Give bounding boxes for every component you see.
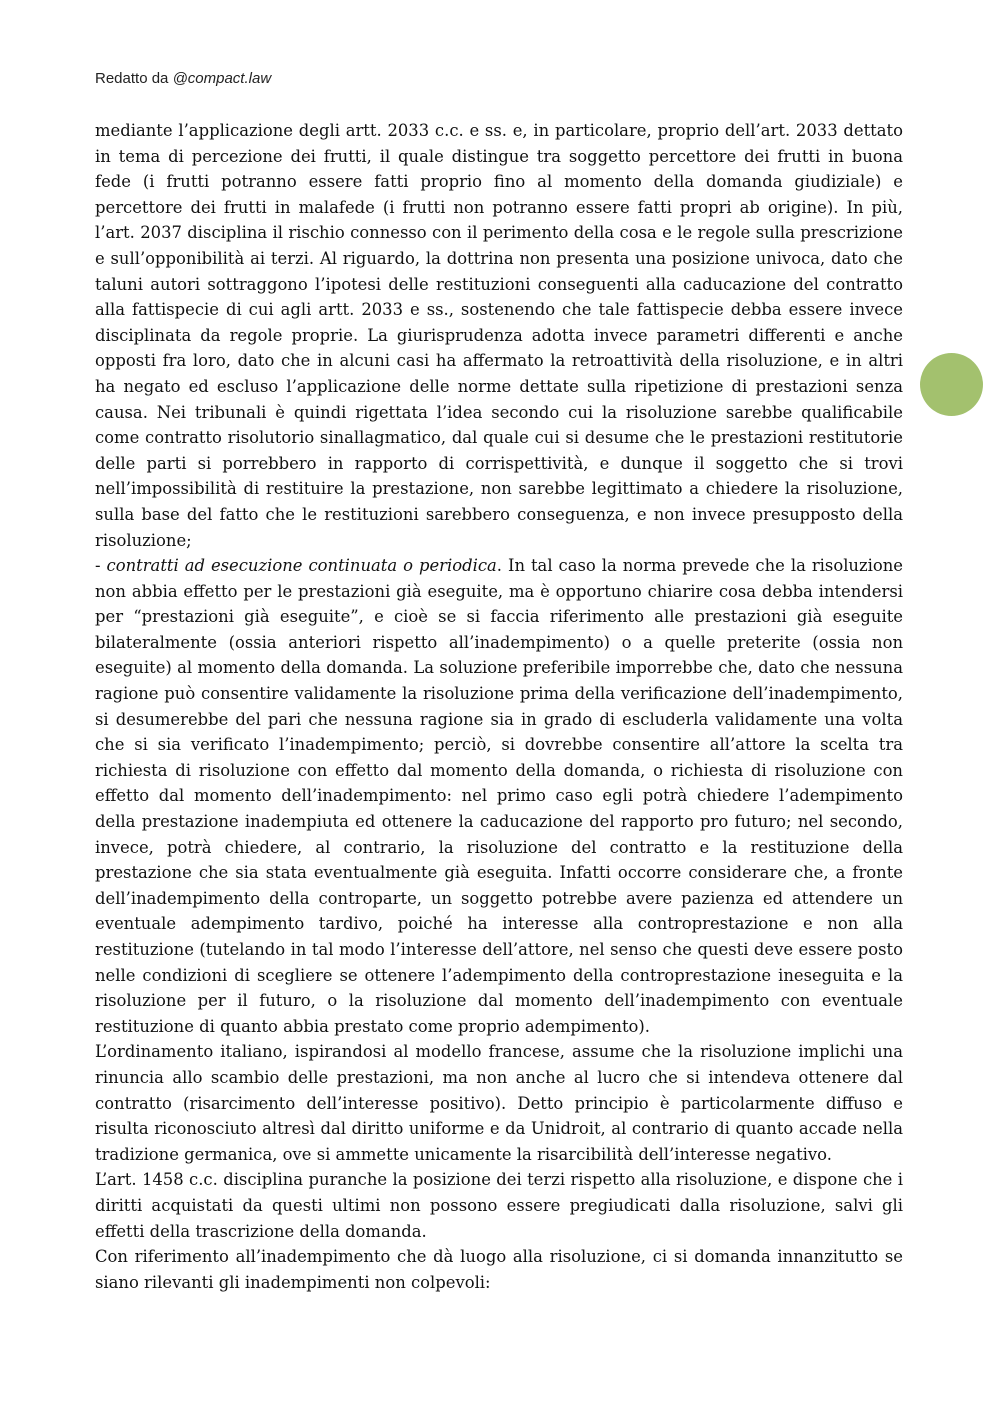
body-text	[95, 118, 903, 1295]
header-prefix: Redatto da	[95, 70, 173, 87]
paragraph-ordinamento: L’ordinamento italiano, ispirandosi al modello francese, assume che la risoluzione implichi una rinuncia allo scambio delle prestazioni, ma non anche al lucro che si intendeva ottenere dal contratto (risarcimento dell’interesse positivo). Detto principio è particolarmente diffuso e risulta riconosciuto altresì dal diritto uniforme e da Unidroit, al contrario di quanto accade nella tradizione germanica, ove si ammette unicamente la risarcibilità dell’interesse negativo.	[95, 1042, 903, 1164]
paragraph-contratti-periodici	[95, 553, 903, 1039]
paragraph-contratti-text: . In tal caso la norma prevede che la risoluzione non abbia effetto per le prestazioni già eseguite, ma è opportuno chiarire cosa debba intendersi per “prestazioni già eseguite”, e cioè se si faccia riferimento alle prestazioni già eseguite bilateralmente (ossia anteriori rispetto all’inadempimento) o a quelle preterite (ossia non eseguite) al momento della domanda. La soluzione preferibile imporrebbe che, dato che nessuna ragione può consentire validamente la risoluzione prima della verificazione dell’inadempimento, si desumerebbe del pari che nessuna ragione sia in grado di escluderla validamente una volta che si sia verificato l’inadempimento; perciò, si dovrebbe consentire all’attore la scelta tra richiesta di risoluzione con effetto dal momento della domanda, o richiesta di risoluzione con effetto dal momento dell’inadempimento: nel primo caso egli potrà chiedere l’adempimento della prestazione inadempiuta ed ottenere la caducazione del rapporto pro futuro; nel secondo, invece, potrà chiedere, al contrario, la risoluzione del contratto e la restituzione della prestazione che sia stata eventualmente già eseguita. Infatti occorre considerare che, a fronte dell’inadempimento della controparte, un soggetto potrebbe avere pazienza ed attendere un eventuale adempimento tardivo, poiché ha interesse alla controprestazione e non alla restituzione (tutelando in tal modo l’interesse dell’attore, nel senso che questi deve essere posto nelle condizioni di scegliere se ottenere l’adempimento della controprestazione ineseguita e la risoluzione per il futuro, o la risoluzione dal momento dell’inadempimento con eventuale restituzione di quanto abbia prestato come proprio adempimento).	[95, 556, 903, 1036]
green-circle-marker	[920, 353, 983, 416]
paragraph-restituzioni: mediante l’applicazione degli artt. 2033 c.c. e ss. e, in particolare, proprio dell’art. 2033 dettato in tema di percezione dei frutti, il quale distingue tra soggetto percettore dei frutti in buona fede (i frutti potranno essere fatti proprio fino al momento della domanda giudiziale) e percettore dei frutti in malafede (i frutti non potranno essere fatti propri ab origine). In più, l’art. 2037 disciplina il rischio connesso con il perimento della cosa e le regole sulla prescrizione e sull’opponibilità ai terzi. Al riguardo, la dottrina non presenta una posizione univoca, dato che taluni autori sottraggono l’ipotesi delle restituzioni conseguenti alla caducazione del contratto alla fattispecie di cui agli artt. 2033 e ss., sostenendo che tale fattispecie debba essere invece disciplinata da regole proprie. La giurisprudenza adotta invece parametri differenti e anche opposti fra loro, dato che in alcuni casi ha affermato la retroattività della risoluzione, e in altri ha negato ed escluso l’applicazione delle norme dettate sulla ripetizione di prestazioni senza causa. Nei tribunali è quindi rigettata l’idea secondo cui la risoluzione sarebbe qualificabile come contratto risolutorio sinallagmatico, dal quale cui si desume che le prestazioni restitutorie delle parti si porrebbero in rapporto di corrispettività, e dunque il soggetto che si trovi nell’impossibilità di restituire la prestazione, non sarebbe legittimato a chiedere la risoluzione, sulla base del fatto che le restituzioni sarebbero conseguenza, e non invece presupposto della risoluzione;	[95, 121, 903, 550]
emphasis-contratti: contratti ad esecuzione continuata o periodica	[106, 556, 497, 576]
paragraph-terzi: L’art. 1458 c.c. disciplina puranche la posizione dei terzi rispetto alla risoluzione, e dispone che i diritti acquistati da questi ultimi non possono essere pregiudicati dalla risoluzione, salvi gli effetti della trascrizione della domanda.	[95, 1170, 903, 1241]
header-handle: @compact.law	[172, 70, 272, 87]
list-dash: -	[95, 556, 107, 576]
paragraph-inadempimento: Con riferimento all’inadempimento che dà luogo alla risoluzione, ci si domanda innanzitutto se siano rilevanti gli inadempimenti non colpevoli:	[95, 1247, 903, 1292]
page-header	[95, 70, 271, 87]
